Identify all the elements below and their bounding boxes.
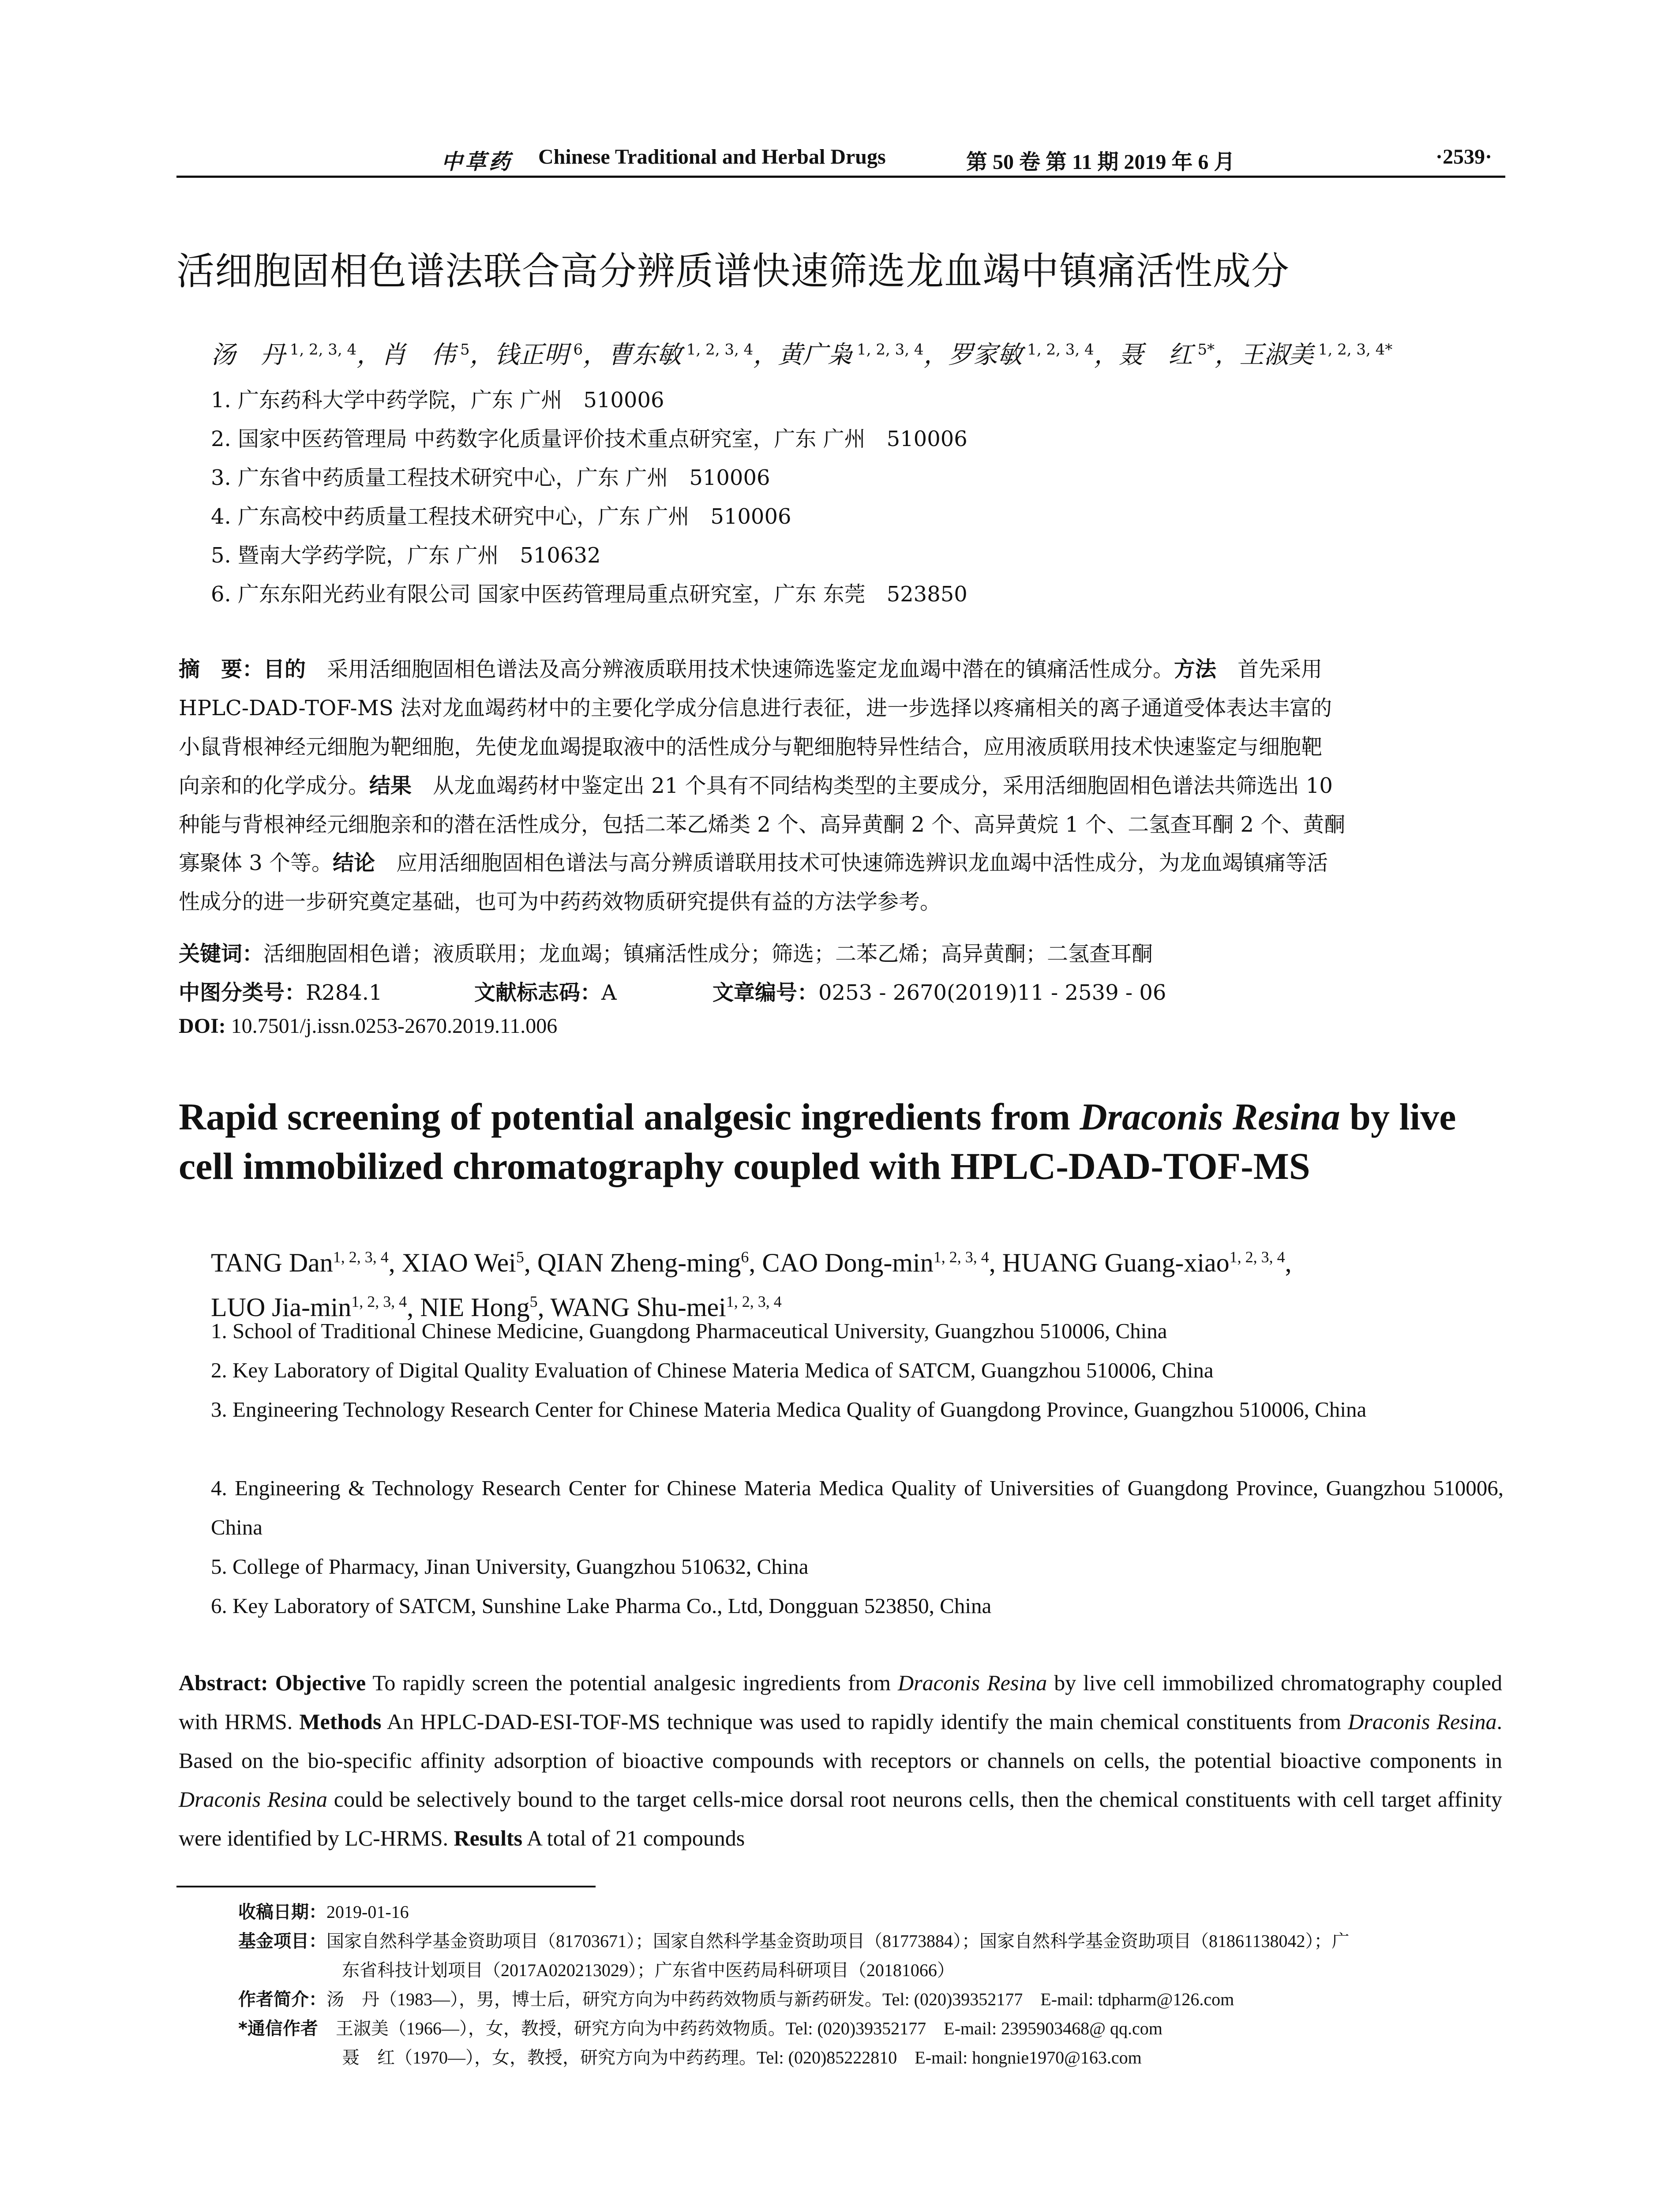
- author-affiliation-sup: 1, 2, 3, 4*: [1313, 341, 1393, 359]
- footnote-label: *通信作者: [238, 2018, 318, 2039]
- abstract-en-text: by live cell immobilized chromatography coupled with HRMS.: [179, 1670, 1502, 1734]
- abstract-en: [179, 1663, 1502, 1857]
- keywords-label: 关键词：: [179, 942, 264, 966]
- affiliation-en: [211, 1468, 1504, 1547]
- affiliation-en: 1. School of Traditional Chinese Medicine, Guangdong Pharmaceutical University, Guangzhou 510006, China: [211, 1319, 1167, 1343]
- author-affiliation-sup: 1, 2, 3, 4: [726, 1293, 782, 1310]
- affiliation-en: 2. Key Laboratory of Digital Quality Evaluation of Chinese Materia Medica of SATCM, Guangzhou 510006, China: [211, 1358, 1214, 1382]
- abstract-cn-line: [179, 891, 1502, 912]
- footnote-text: 国家自然科学基金资助项目（81703671）；国家自然科学基金资助项目（81773884）；国家自然科学基金资助项目（81861138042）；广: [326, 1931, 1350, 1951]
- author-en: XIAO Wei: [401, 1248, 516, 1277]
- title-en-part: Rapid screening of potential analgesic ingredients from: [179, 1095, 1080, 1138]
- author-affiliation-sup: 1, 2, 3, 4: [682, 341, 754, 359]
- abstract-cn-text: 从龙血竭药材中鉴定出 21 个具有不同结构类型的主要成分，采用活细胞固相色谱法共筛选出 10: [412, 773, 1333, 798]
- journal-name-en: Chinese Traditional and Herbal Drugs: [538, 145, 886, 169]
- affiliation-en-text: 4. Engineering & Technology Research Center for Chinese Materia Medica Quality of Universities of Guangdong Province, Guangzhou 510006, China: [211, 1476, 1504, 1539]
- author-affiliation-sup: 1, 2, 3, 4: [933, 1248, 989, 1266]
- author-cn: 曹东敏: [608, 341, 682, 369]
- clc-label: 中图分类号：: [179, 980, 306, 1005]
- article-label: 文章编号：: [712, 980, 819, 1005]
- abstract-cn-text: 小鼠背根神经元细胞为靶细胞，先使龙血竭提取液中的活性成分与靶细胞特异性结合，应用液质联用技术快速鉴定与细胞靶: [179, 735, 1323, 759]
- abstract-cn-text: 种能与背根神经元细胞亲和的潜在活性成分，包括二苯乙烯类 2 个、高异黄酮 2 个、高异黄烷 1 个、二氢查耳酮 2 个、黄酮: [179, 812, 1346, 837]
- footnote-line: [238, 2015, 1162, 2040]
- abstract-cn-line: [179, 736, 1502, 758]
- affiliation-cn: 2. 国家中医药管理局 中药数字化质量评价技术重点研究室，广东 广州 510006: [211, 427, 968, 451]
- author-en: WANG Shu-mei: [550, 1293, 726, 1322]
- running-header: [176, 140, 1505, 176]
- abstract-en-heading: Abstract: Objective: [179, 1670, 366, 1695]
- abstract-en-text: A total of 21 compounds: [522, 1826, 745, 1850]
- affiliation-cn: 6. 广东东阳光药业有限公司 国家中医药管理局重点研究室，广东 东莞 523850: [211, 582, 968, 607]
- author-en: LUO Jia-min: [211, 1293, 352, 1322]
- abstract-cn-label: 摘 要：: [179, 657, 264, 682]
- authors-en: TANG Dan$^{1, 2, 3, 4}$, XIAO Wei$^5$, QIAN Zheng-ming$^6$, CAO Dong-$\min^{1, 2, 3, 4}$, HUANG Guang-xiao$^{1, 2, 3, 4}$, LUO Jia-$\min^{1, 2, 3, 4}$, NIE Hong$^5$, WANG Shu-mei$^{1, 2, 3, 4}$: [211, 1248, 1292, 1322]
- affiliation-cn: 3. 广东省中药质量工程技术研究中心，广东 广州 510006: [211, 465, 770, 490]
- footnote-line: [238, 1898, 409, 1923]
- abstract-cn-text: 寡聚体 3 个等。: [179, 851, 333, 875]
- author-en: CAO Dong-min: [762, 1248, 934, 1277]
- abstract-cn-heading: 结果: [369, 773, 412, 798]
- abstract-cn-line: [179, 775, 1502, 796]
- author-cn: 肖 伟: [381, 341, 456, 369]
- author-affiliation-sup: 5: [529, 1293, 538, 1310]
- author-affiliation-sup: 1, 2, 3, 4: [351, 1293, 407, 1310]
- author-affiliation-sup: 1, 2, 3, 4: [1022, 341, 1094, 359]
- abstract-en-text: could be selectively bound to the target cells-mice dorsal root neurons cells, then the chemical constituents with cell target affinity were identified by LC-HRMS.: [179, 1787, 1502, 1850]
- author-affiliation-sup: 6: [741, 1248, 749, 1266]
- footnote-text: 聂 红（1970—），女，教授，研究方向为中药药理。Tel: (020)85222810 E-mail: hongnie1970@163.com: [342, 2048, 1142, 2067]
- author-affiliation-sup: 1, 2, 3, 4: [285, 341, 357, 359]
- abstract-cn-line: [179, 698, 1502, 719]
- clc-value: R284.1: [306, 980, 382, 1005]
- header-rule: [176, 176, 1505, 178]
- footnote-line: [342, 1956, 955, 1981]
- footnote-text: 王淑美（1966—），女，教授，研究方向为中药药效物质。Tel: (020)39352177 E-mail: 2395903468@ qq.com: [318, 2018, 1162, 2038]
- author-en: HUANG Guang-xiao: [1002, 1248, 1230, 1277]
- abstract-cn-text: 应用活细胞固相色谱法与高分辨质谱联用技术可快速筛选辨识龙血竭中活性成分，为龙血竭镇痛等活: [375, 851, 1328, 875]
- abstract-en-heading: Methods: [299, 1709, 382, 1734]
- abstract-en-text: . Based on the bio-specific affinity adsorption of bioactive compounds with receptors or channels on cells, the potential bioactive components in: [179, 1709, 1502, 1773]
- author-affiliation-sup: 5: [455, 341, 470, 359]
- abstract-cn-text: 性成分的进一步研究奠定基础，也可为中药药效物质研究提供有益的方法学参考。: [179, 889, 941, 914]
- doi-link[interactable]: 10.7501/j.issn.0253-2670.2019.11.006: [231, 1014, 558, 1038]
- classification-line: [179, 975, 382, 1006]
- abstract-en-text: An HPLC-DAD-ESI-TOF-MS technique was used to rapidly identify the main chemical constituents from: [381, 1709, 1348, 1734]
- author-cn: 汤 丹: [211, 341, 285, 369]
- affiliation-en: 5. College of Pharmacy, Jinan University, Guangzhou 510632, China: [211, 1554, 809, 1579]
- author-cn: 钱正明: [494, 341, 569, 369]
- abstract-cn-text: 采用活细胞固相色谱法及高分辨液质联用技术快速筛选鉴定龙血竭中潜在的镇痛活性成分。: [306, 657, 1174, 682]
- article-value: 0253 - 2670(2019)11 - 2539 - 06: [818, 980, 1166, 1005]
- affiliation-en: 6. Key Laboratory of SATCM, Sunshine Lake Pharma Co., Ltd, Dongguan 523850, China: [211, 1594, 992, 1618]
- affiliation-cn: 1. 广东药科大学中药学院，广东 广州 510006: [211, 388, 664, 413]
- abstract-en-species: Draconis Resina: [179, 1787, 327, 1812]
- abstract-cn-line: [179, 814, 1502, 835]
- issue-info: 第 50 卷 第 11 期 2019 年 6 月: [966, 150, 1235, 174]
- title-en-part: by live cell immobilized chromatography coupled with HPLC-DAD-TOF-MS: [179, 1095, 1456, 1187]
- author-affiliation-sup: 5: [516, 1248, 524, 1266]
- author-en: NIE Hong: [420, 1293, 530, 1322]
- abstract-cn-heading: 目的: [263, 657, 306, 682]
- title-cn: 活细胞固相色谱法联合高分辨质谱快速筛选龙血竭中镇痛活性成分: [176, 249, 1290, 293]
- affiliation-cn: 4. 广东高校中药质量工程技术研究中心，广东 广州 510006: [211, 504, 791, 529]
- footnote-line: [238, 1927, 1350, 1952]
- abstract-en-species: Draconis Resina: [1348, 1709, 1497, 1734]
- doi-line: [179, 1014, 557, 1038]
- doc-value: A: [601, 980, 617, 1005]
- doi-label: DOI:: [179, 1014, 226, 1038]
- title-en: [179, 1092, 1511, 1191]
- author-en: QIAN Zheng-ming: [537, 1248, 741, 1277]
- author-cn: 罗家敏: [948, 341, 1023, 369]
- title-en-species: Draconis Resina: [1080, 1095, 1340, 1138]
- affiliation-en: [211, 1390, 1504, 1429]
- footnote-line: [238, 1985, 1234, 2011]
- abstract-cn-text: 向亲和的化学成分。: [179, 773, 370, 798]
- keywords-cn: [179, 937, 1153, 967]
- abstract-en-text: To rapidly screen the potential analgesic ingredients from: [366, 1670, 898, 1695]
- keywords-text: 活细胞固相色谱；液质联用；龙血竭；镇痛活性成分；筛选；二苯乙烯；高异黄酮；二氢查耳酮: [263, 942, 1153, 966]
- abstract-cn-text: HPLC-DAD-TOF-MS 法对龙血竭药材中的主要化学成分信息进行表征，进一步选择以疼痛相关的离子通道受体表达丰富的: [179, 696, 1332, 720]
- abstract-cn-heading: 结论: [333, 851, 375, 875]
- article-number: [712, 975, 1166, 1006]
- footnote-label: 作者简介：: [238, 1989, 326, 2010]
- author-affiliation-sup: 5*: [1192, 341, 1215, 359]
- footnote-text: 汤 丹（1983—），男，博士后，研究方向为中药药效物质与新药研发。Tel: (020)39352177 E-mail: tdpharm@126.com: [326, 1989, 1234, 2009]
- author-affiliation-sup: 1, 2, 3, 4: [1229, 1248, 1285, 1266]
- footnote-rule: [176, 1886, 596, 1887]
- abstract-en-species: Draconis Resina: [898, 1670, 1047, 1695]
- author-affiliation-sup: 1, 2, 3, 4: [852, 341, 924, 359]
- abstract-cn-text: 首先采用: [1216, 657, 1323, 682]
- footnote-label: 基金项目：: [238, 1931, 326, 1951]
- author-cn: 黄广枭: [778, 341, 852, 369]
- author-cn: 聂 红: [1118, 341, 1193, 369]
- doc-code: [474, 975, 617, 1006]
- affiliation-en-text: 3. Engineering Technology Research Center for Chinese Materia Medica Quality of Guangdong Province, Guangzhou 510006, China: [211, 1397, 1367, 1422]
- journal-name-cn: 中草药: [441, 150, 513, 174]
- footnote-label: 收稿日期：: [238, 1902, 326, 1922]
- abstract-cn-heading: 方法: [1174, 657, 1217, 682]
- abstract-cn-line: [179, 659, 1502, 680]
- author-cn: 王淑美: [1239, 341, 1314, 369]
- authors-cn: 汤 丹 $^{1, 2, 3, 4}$，肖 伟 $^5$，钱正明 $^6$，曹东敏 $^{1, 2, 3, 4}$，黄广枭 $^{1, 2, 3, 4}$，罗家敏 $^{1, 2, 3, 4}$，聂 红 $^{5*}$，王淑美 $^{1, 2, 3, 4*}$: [211, 341, 1393, 369]
- footnote-line: [342, 2044, 1142, 2069]
- author-affiliation-sup: 1, 2, 3, 4: [333, 1248, 389, 1266]
- footnote-text: 2019-01-16: [326, 1902, 409, 1922]
- page-number: ·2539·: [1435, 145, 1492, 169]
- affiliation-cn: 5. 暨南大学药学院，广东 广州 510632: [211, 543, 601, 568]
- author-affiliation-sup: 6: [568, 341, 583, 359]
- author-en: TANG Dan: [211, 1248, 333, 1277]
- abstract-cn-line: [179, 852, 1502, 874]
- abstract-en-heading: Results: [454, 1826, 523, 1850]
- footnote-text: 东省科技计划项目（2017A020213029）；广东省中医药局科研项目（20181066）: [342, 1960, 955, 1980]
- doc-label: 文献标志码：: [474, 980, 602, 1005]
